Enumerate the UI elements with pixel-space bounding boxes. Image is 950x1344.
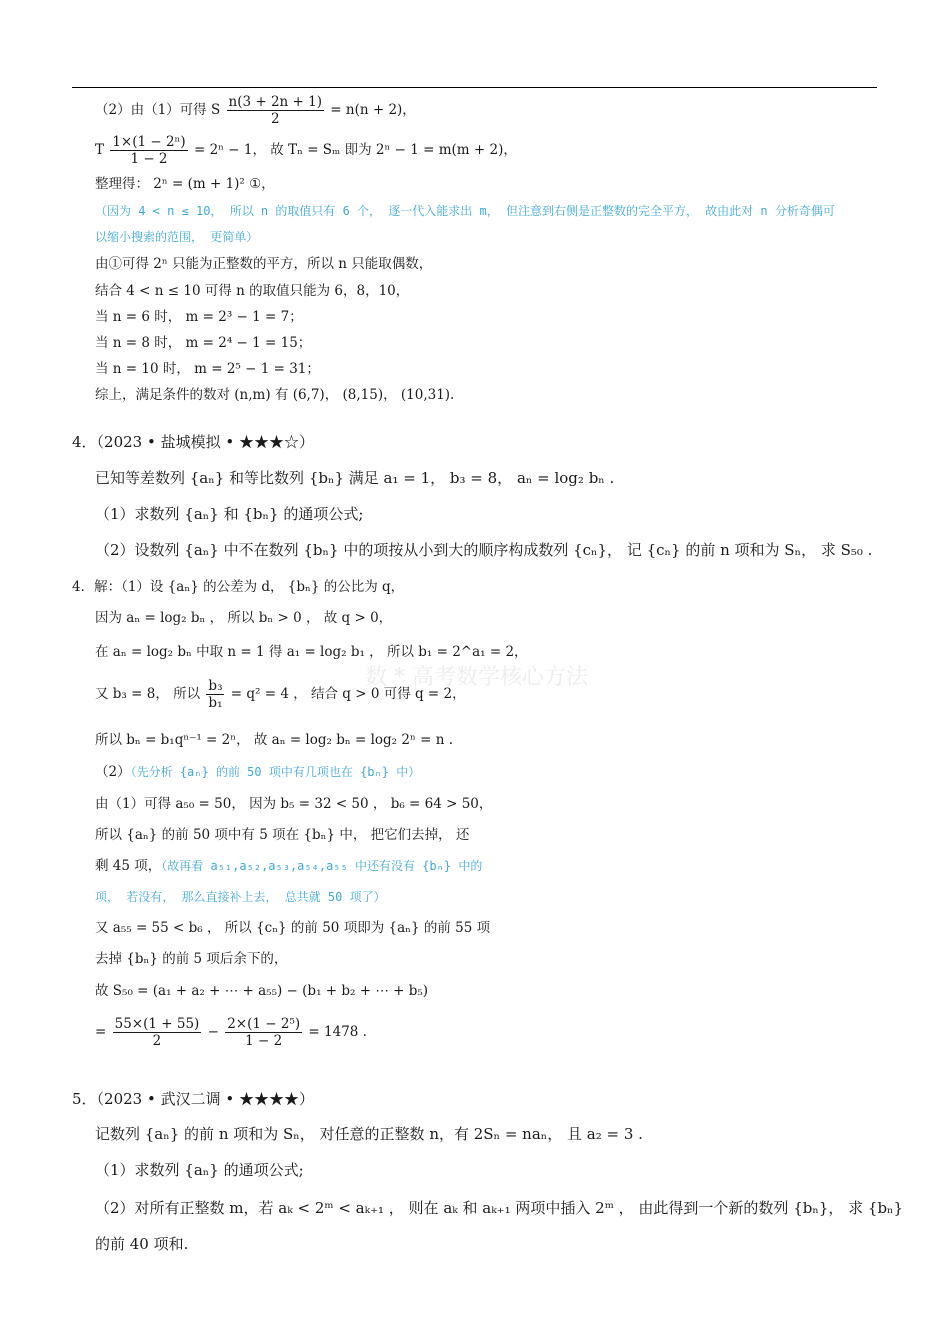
- hint-text: （先分析 {aₙ} 的前 50 项中有几项也在 {bₙ} 中）: [130, 765, 421, 779]
- hint-line: 项， 若没有， 那么直接补上去， 总共就 50 项了）: [95, 890, 386, 904]
- q5-part-2: （2）对所有正整数 m，若 aₖ < 2ᵐ < aₖ₊₁ ， 则在 aₖ 和 aₖ₊₁ 两项中插入 2ᵐ ， 由此得到一个新的数列 {bₙ}， 求 {bₙ}: [95, 1199, 904, 1217]
- sol4-line-6: （2）（先分析 {aₙ} 的前 50 项中有几项也在 {bₙ} 中）: [95, 764, 421, 780]
- q4-part-2: （2）设数列 {aₙ} 中不在数列 {bₙ} 中的项按从小到大的顺序构成数列 {cₙ}， 记 {cₙ} 的前 n 项和为 Sₙ， 求 S₅₀ .: [95, 541, 873, 559]
- sol3-line-5: 结合 4 < n ≤ 10 可得 n 的取值只能为 6，8，10，: [95, 283, 410, 299]
- sol4-line-2: 因为 aₙ = log₂ bₙ ， 所以 bₙ > 0 ， 故 q > 0，: [95, 610, 393, 626]
- sol3-line-2: T $\frac{\text{1×(1 − 2ⁿ)}}{1 - 2}$ = 2ⁿ − 1， 故 Tₙ = Sₘ 即为 2ⁿ − 1 = m(m + 2)，: [95, 134, 517, 167]
- sol3-line-1: （2）由（1）可得 S $\frac{n(3 + 2n + 1)}{2}$ = n(n + 2)，: [95, 94, 416, 127]
- sol4-line-3: 在 aₙ = log₂ bₙ 中取 n = 1 得 a₁ = log₂ b₁ ， 所以 b₁ = 2^a₁ = 2，: [95, 644, 528, 660]
- q4-header: 4．（2023 • 盐城模拟 • ★★★☆）: [72, 433, 314, 451]
- sol4-line-5: 所以 bₙ = b₁qⁿ⁻¹ = 2ⁿ， 故 aₙ = log₂ bₙ = log₂ 2ⁿ = n .: [95, 732, 453, 748]
- sol4-line-12: 去掉 {bₙ} 的前 5 项后余下的，: [95, 951, 288, 967]
- header-rule: [72, 87, 877, 88]
- q5-header: 5．（2023 • 武汉二调 • ★★★★）: [72, 1090, 314, 1108]
- q5-stem: 记数列 {aₙ} 的前 n 项和为 Sₙ， 对任意的正整数 n，有 2Sₙ = naₙ， 且 a₂ = 3 .: [95, 1125, 643, 1143]
- sol4-line-7: 由（1）可得 a₅₀ = 50， 因为 b₅ = 32 < 50 ， b₆ = 64 > 50，: [95, 796, 493, 812]
- watermark: 数 * 高考数学核心方法: [365, 665, 588, 690]
- sol3-line-6: 当 n = 6 时， m = 2³ − 1 = 7；: [95, 309, 303, 325]
- q5-part-1: （1）求数列 {aₙ} 的通项公式;: [95, 1161, 304, 1179]
- q4-part-1: （1）求数列 {aₙ} 和 {bₙ} 的通项公式;: [95, 505, 364, 523]
- sol3-line-4: 由①可得 2ⁿ 只能为正整数的平方，所以 n 只能取偶数，: [95, 256, 433, 272]
- sol4-line-4: 又 b₃ = 8， 所以 $\frac{\text{b₃}}{\text{b₁}}$ = q² = 4 ， 结合 q > 0 可得 q = 2，: [95, 678, 466, 711]
- fraction: $\frac{\text{2×(1 − 2⁵)}}{1 - 2}$: [227, 1016, 301, 1049]
- sol3-line-7: 当 n = 8 时， m = 2⁴ − 1 = 15；: [95, 335, 312, 351]
- hint-text: （故再看 a₅₁,a₅₂,a₅₃,a₅₄,a₅₅ 中还有没有 {bₙ} 中的: [161, 859, 483, 873]
- q5-part-2-cont: 的前 40 项和.: [95, 1235, 189, 1253]
- sol4-line-9: 剩 45 项，（故再看 a₅₁,a₅₂,a₅₃,a₅₄,a₅₅ 中还有没有 {bₙ} 中的: [95, 858, 483, 874]
- hint-line: （因为 4 < n ≤ 10， 所以 n 的取值只有 6 个， 逐一代入能求出 m， 但注意到右侧是正整数的完全平方， 故由此对 n 分析奇偶可: [95, 204, 835, 218]
- fraction: $\frac{\text{1×(1 − 2ⁿ)}}{1 - 2}$: [112, 134, 186, 167]
- fraction: $\frac{55\times(1 + 55)}{2}$: [114, 1016, 200, 1049]
- hint-line: 以缩小搜索的范围， 更简单）: [95, 230, 259, 244]
- sol4-line-13: 故 S₅₀ = (a₁ + a₂ + ⋯ + a₅₅) − (b₁ + b₂ + ⋯ + b₅): [95, 983, 429, 999]
- sol3-line-3: 整理得： 2ⁿ = (m + 1)² ①，: [95, 176, 275, 192]
- fraction: $\frac{n(3 + 2n + 1)}{2}$: [228, 94, 322, 127]
- sol4-line-14: = $\frac{55\times(1 + 55)}{2}$ − $\frac{\text{2×(1 − 2⁵)}}{1 - 2}$ = 1478 .: [95, 1016, 367, 1049]
- sol3-line-9: 综上，满足条件的数对 (n,m) 有 (6,7)， (8,15)， (10,31).: [95, 387, 455, 403]
- fraction: $\frac{\text{b₃}}{\text{b₁}}$: [208, 678, 223, 711]
- sol4-line-8: 所以 {aₙ} 的前 50 项中有 5 项在 {bₙ} 中， 把它们去掉， 还: [95, 827, 470, 843]
- sol4-line-11: 又 a₅₅ = 55 < b₆ ， 所以 {cₙ} 的前 50 项即为 {aₙ} 的前 55 项: [95, 920, 491, 936]
- q4-stem: 已知等差数列 {aₙ} 和等比数列 {bₙ} 满足 a₁ = 1， b₃ = 8， aₙ = log₂ bₙ .: [95, 469, 615, 487]
- sol3-line-8: 当 n = 10 时， m = 2⁵ − 1 = 31；: [95, 361, 320, 377]
- sol4-line-1: 4．解：（1）设 {aₙ} 的公差为 d， {bₙ} 的公比为 q，: [72, 579, 405, 595]
